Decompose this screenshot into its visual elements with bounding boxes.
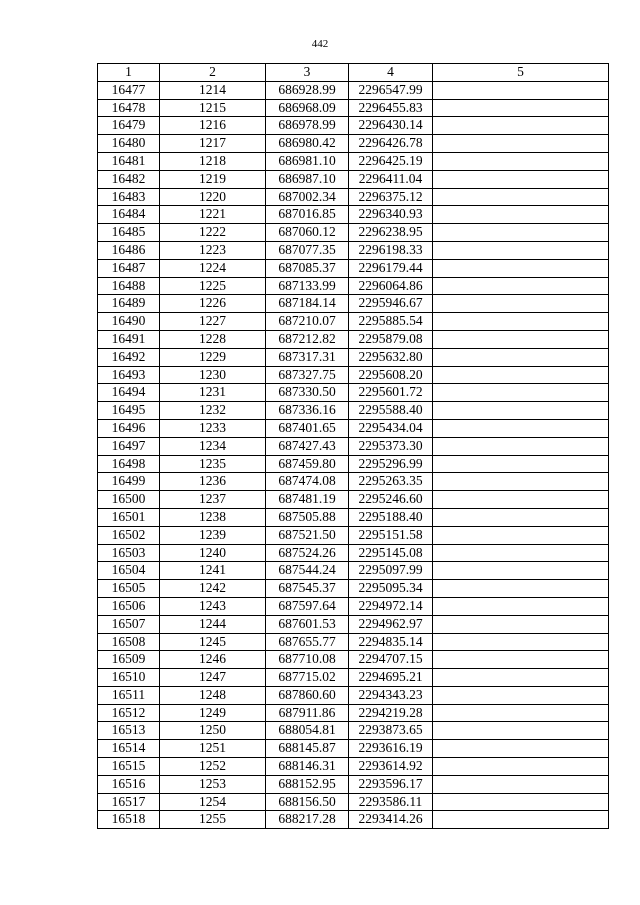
table-cell: 1234: [160, 437, 266, 455]
table-cell: 16486: [98, 241, 160, 259]
table-cell: 688152.95: [266, 775, 349, 793]
table-cell: 1246: [160, 651, 266, 669]
table-row: [98, 313, 609, 331]
table-cell: 1242: [160, 580, 266, 598]
table-row: [98, 99, 609, 117]
table-cell: [433, 206, 609, 224]
table-row: [98, 206, 609, 224]
table-row: [98, 437, 609, 455]
table-row: [98, 722, 609, 740]
table-cell: 1240: [160, 544, 266, 562]
table-cell: 2295434.04: [349, 419, 433, 437]
table-cell: 2295095.34: [349, 580, 433, 598]
table-cell: 2295296.99: [349, 455, 433, 473]
column-header: 1: [98, 64, 160, 82]
table-cell: [433, 259, 609, 277]
table-cell: 687597.64: [266, 597, 349, 615]
table-row: [98, 526, 609, 544]
column-header: 5: [433, 64, 609, 82]
table-cell: 1250: [160, 722, 266, 740]
table-cell: [433, 544, 609, 562]
table-cell: 16484: [98, 206, 160, 224]
table-cell: 2295263.35: [349, 473, 433, 491]
table-cell: 688217.28: [266, 811, 349, 829]
table-row: [98, 651, 609, 669]
table-cell: 687002.34: [266, 188, 349, 206]
table-cell: 16511: [98, 686, 160, 704]
table-cell: 2296426.78: [349, 135, 433, 153]
table-cell: 16479: [98, 117, 160, 135]
table-cell: [433, 615, 609, 633]
column-header: 4: [349, 64, 433, 82]
table-cell: 1227: [160, 313, 266, 331]
table-cell: 16508: [98, 633, 160, 651]
table-row: [98, 241, 609, 259]
table-cell: 1243: [160, 597, 266, 615]
table-cell: 16510: [98, 669, 160, 687]
table-row: [98, 419, 609, 437]
table-cell: 686928.99: [266, 81, 349, 99]
table-row: [98, 562, 609, 580]
table-cell: [433, 277, 609, 295]
table-cell: 687860.60: [266, 686, 349, 704]
table-row: [98, 81, 609, 99]
table-row: [98, 508, 609, 526]
table-cell: 2296375.12: [349, 188, 433, 206]
table-cell: 1249: [160, 704, 266, 722]
table-cell: 16492: [98, 348, 160, 366]
table-cell: 16499: [98, 473, 160, 491]
table-cell: 16491: [98, 330, 160, 348]
table-cell: 1228: [160, 330, 266, 348]
table-row: [98, 152, 609, 170]
table-row: [98, 758, 609, 776]
table-cell: [433, 224, 609, 242]
table-cell: [433, 384, 609, 402]
table-cell: 2294835.14: [349, 633, 433, 651]
table-cell: 16516: [98, 775, 160, 793]
table-cell: [433, 508, 609, 526]
table-cell: [433, 455, 609, 473]
table-row: [98, 544, 609, 562]
table-cell: 16517: [98, 793, 160, 811]
table-cell: 687210.07: [266, 313, 349, 331]
table-cell: [433, 526, 609, 544]
table-cell: 2295632.80: [349, 348, 433, 366]
table-cell: 2295097.99: [349, 562, 433, 580]
table-cell: 2294962.97: [349, 615, 433, 633]
table-cell: 2294707.15: [349, 651, 433, 669]
table-cell: 16477: [98, 81, 160, 99]
table-cell: 1217: [160, 135, 266, 153]
table-cell: [433, 99, 609, 117]
table-row: [98, 775, 609, 793]
page-number: 442: [311, 38, 329, 50]
table-cell: 2296238.95: [349, 224, 433, 242]
table-cell: 16497: [98, 437, 160, 455]
table-cell: 1229: [160, 348, 266, 366]
table-cell: 686968.09: [266, 99, 349, 117]
table-cell: 1231: [160, 384, 266, 402]
table-cell: 687521.50: [266, 526, 349, 544]
column-header: 2: [160, 64, 266, 82]
table-cell: 1253: [160, 775, 266, 793]
table-cell: 2294972.14: [349, 597, 433, 615]
table-cell: [433, 437, 609, 455]
table-cell: [433, 793, 609, 811]
table-cell: 16490: [98, 313, 160, 331]
table-cell: 1235: [160, 455, 266, 473]
table-row: [98, 295, 609, 313]
table-cell: 16504: [98, 562, 160, 580]
table-row: [98, 669, 609, 687]
table-cell: 16506: [98, 597, 160, 615]
coordinates-table: [97, 63, 609, 829]
table-cell: 688145.87: [266, 740, 349, 758]
table-cell: [433, 651, 609, 669]
table-cell: 16487: [98, 259, 160, 277]
table-cell: [433, 669, 609, 687]
table-cell: 16480: [98, 135, 160, 153]
table-cell: [433, 117, 609, 135]
table-cell: 687911.86: [266, 704, 349, 722]
table-cell: 2296411.04: [349, 170, 433, 188]
table-cell: 2293596.17: [349, 775, 433, 793]
table-cell: [433, 348, 609, 366]
table-cell: 1225: [160, 277, 266, 295]
table-cell: 687212.82: [266, 330, 349, 348]
table-row: [98, 277, 609, 295]
table-cell: [433, 562, 609, 580]
table-cell: 2295246.60: [349, 491, 433, 509]
table-cell: 1254: [160, 793, 266, 811]
table-cell: 16496: [98, 419, 160, 437]
table-cell: 16483: [98, 188, 160, 206]
table-cell: 687184.14: [266, 295, 349, 313]
table-row: [98, 704, 609, 722]
table-cell: 16505: [98, 580, 160, 598]
table-cell: 16501: [98, 508, 160, 526]
table-cell: [433, 188, 609, 206]
table-cell: 687317.31: [266, 348, 349, 366]
header-row: [98, 64, 609, 82]
table-cell: 16512: [98, 704, 160, 722]
table-row: [98, 330, 609, 348]
table-cell: 687474.08: [266, 473, 349, 491]
table-header: [98, 64, 609, 82]
table-row: [98, 811, 609, 829]
table-cell: 16482: [98, 170, 160, 188]
table-cell: 687133.99: [266, 277, 349, 295]
table-cell: 2294343.23: [349, 686, 433, 704]
table-cell: 2294695.21: [349, 669, 433, 687]
table-cell: 1223: [160, 241, 266, 259]
table-cell: 2293414.26: [349, 811, 433, 829]
table-cell: 1226: [160, 295, 266, 313]
table-cell: 1220: [160, 188, 266, 206]
table-row: [98, 348, 609, 366]
table-cell: 2294219.28: [349, 704, 433, 722]
table-cell: 16489: [98, 295, 160, 313]
table-cell: 687336.16: [266, 402, 349, 420]
table-cell: [433, 135, 609, 153]
table-cell: 16500: [98, 491, 160, 509]
table-cell: 2296340.93: [349, 206, 433, 224]
table-row: [98, 580, 609, 598]
table-cell: 16495: [98, 402, 160, 420]
table-cell: 1252: [160, 758, 266, 776]
table-cell: 687545.37: [266, 580, 349, 598]
table-cell: 2295188.40: [349, 508, 433, 526]
table-body: [98, 81, 609, 828]
table-cell: 16498: [98, 455, 160, 473]
table-cell: [433, 633, 609, 651]
table-cell: 16518: [98, 811, 160, 829]
table-cell: 686978.99: [266, 117, 349, 135]
table-row: [98, 793, 609, 811]
table-cell: 1251: [160, 740, 266, 758]
table-cell: 688146.31: [266, 758, 349, 776]
table-row: [98, 615, 609, 633]
table-cell: 2295879.08: [349, 330, 433, 348]
table-cell: 1218: [160, 152, 266, 170]
table-cell: 686981.10: [266, 152, 349, 170]
table-cell: 2293873.65: [349, 722, 433, 740]
table-row: [98, 455, 609, 473]
table-cell: 16478: [98, 99, 160, 117]
table-cell: 1237: [160, 491, 266, 509]
table-cell: 687655.77: [266, 633, 349, 651]
table-cell: [433, 740, 609, 758]
table-cell: 1239: [160, 526, 266, 544]
table-cell: 2295946.67: [349, 295, 433, 313]
table-cell: 2295601.72: [349, 384, 433, 402]
table-row: [98, 170, 609, 188]
table-cell: [433, 295, 609, 313]
table-row: [98, 117, 609, 135]
table-cell: [433, 686, 609, 704]
table-cell: 687715.02: [266, 669, 349, 687]
table-cell: [433, 758, 609, 776]
table-cell: 2295588.40: [349, 402, 433, 420]
table-cell: 687016.85: [266, 206, 349, 224]
table-row: [98, 135, 609, 153]
table-cell: 687601.53: [266, 615, 349, 633]
table-cell: 1232: [160, 402, 266, 420]
table-cell: 1255: [160, 811, 266, 829]
table-cell: [433, 330, 609, 348]
table-cell: 1238: [160, 508, 266, 526]
table-cell: 2296547.99: [349, 81, 433, 99]
table-cell: 687710.08: [266, 651, 349, 669]
table-cell: 1215: [160, 99, 266, 117]
table-cell: 16514: [98, 740, 160, 758]
table-cell: [433, 775, 609, 793]
table-cell: [433, 580, 609, 598]
table-cell: 1216: [160, 117, 266, 135]
table-row: [98, 473, 609, 491]
table-cell: [433, 402, 609, 420]
table-cell: 16493: [98, 366, 160, 384]
table-row: [98, 366, 609, 384]
table-cell: 1245: [160, 633, 266, 651]
table-cell: 2293614.92: [349, 758, 433, 776]
table-cell: [433, 152, 609, 170]
table-cell: 2296425.19: [349, 152, 433, 170]
column-header: 3: [266, 64, 349, 82]
table-cell: 2295373.30: [349, 437, 433, 455]
table-cell: 1248: [160, 686, 266, 704]
table-row: [98, 740, 609, 758]
table-cell: 2296064.86: [349, 277, 433, 295]
table-row: [98, 597, 609, 615]
table-cell: 2295885.54: [349, 313, 433, 331]
table-cell: 687330.50: [266, 384, 349, 402]
table-cell: 2293586.11: [349, 793, 433, 811]
table-cell: [433, 170, 609, 188]
table-cell: 1233: [160, 419, 266, 437]
table-cell: 16515: [98, 758, 160, 776]
table-cell: 1224: [160, 259, 266, 277]
table-cell: 2295151.58: [349, 526, 433, 544]
table-cell: 1230: [160, 366, 266, 384]
table-cell: 688156.50: [266, 793, 349, 811]
table-cell: 2296179.44: [349, 259, 433, 277]
table-cell: 16488: [98, 277, 160, 295]
table-cell: 2296198.33: [349, 241, 433, 259]
table-cell: 687327.75: [266, 366, 349, 384]
table-cell: [433, 366, 609, 384]
table-cell: 2295608.20: [349, 366, 433, 384]
table-cell: 16513: [98, 722, 160, 740]
table-cell: 687505.88: [266, 508, 349, 526]
table-cell: 1247: [160, 669, 266, 687]
table-cell: [433, 419, 609, 437]
table-cell: 1222: [160, 224, 266, 242]
table-cell: [433, 241, 609, 259]
table-cell: 2296430.14: [349, 117, 433, 135]
table-cell: 2296455.83: [349, 99, 433, 117]
table-row: [98, 259, 609, 277]
table-cell: 1221: [160, 206, 266, 224]
table-cell: 16502: [98, 526, 160, 544]
table-cell: 1244: [160, 615, 266, 633]
table-cell: 16503: [98, 544, 160, 562]
table-cell: 1241: [160, 562, 266, 580]
table-cell: 687077.35: [266, 241, 349, 259]
table-cell: 1214: [160, 81, 266, 99]
table-row: [98, 188, 609, 206]
table-cell: 16481: [98, 152, 160, 170]
table-cell: [433, 597, 609, 615]
table-cell: 2293616.19: [349, 740, 433, 758]
table-cell: 687481.19: [266, 491, 349, 509]
table-cell: [433, 313, 609, 331]
table-cell: 687427.43: [266, 437, 349, 455]
table-cell: [433, 722, 609, 740]
table-cell: 686980.42: [266, 135, 349, 153]
table-cell: 687459.80: [266, 455, 349, 473]
table-row: [98, 224, 609, 242]
table-row: [98, 491, 609, 509]
table-cell: [433, 473, 609, 491]
table-cell: 687524.26: [266, 544, 349, 562]
table-cell: 16509: [98, 651, 160, 669]
table-cell: [433, 81, 609, 99]
table-row: [98, 402, 609, 420]
table-cell: [433, 704, 609, 722]
table-cell: 687060.12: [266, 224, 349, 242]
table-cell: 686987.10: [266, 170, 349, 188]
table-cell: 688054.81: [266, 722, 349, 740]
table-cell: 687544.24: [266, 562, 349, 580]
table-cell: 2295145.08: [349, 544, 433, 562]
table-cell: 1236: [160, 473, 266, 491]
table-row: [98, 384, 609, 402]
table-cell: [433, 811, 609, 829]
table-cell: [433, 491, 609, 509]
table-cell: 16507: [98, 615, 160, 633]
table-cell: 687401.65: [266, 419, 349, 437]
table-row: [98, 686, 609, 704]
table-cell: 1219: [160, 170, 266, 188]
table-row: [98, 633, 609, 651]
table-cell: 16485: [98, 224, 160, 242]
table-cell: 687085.37: [266, 259, 349, 277]
table-cell: 16494: [98, 384, 160, 402]
